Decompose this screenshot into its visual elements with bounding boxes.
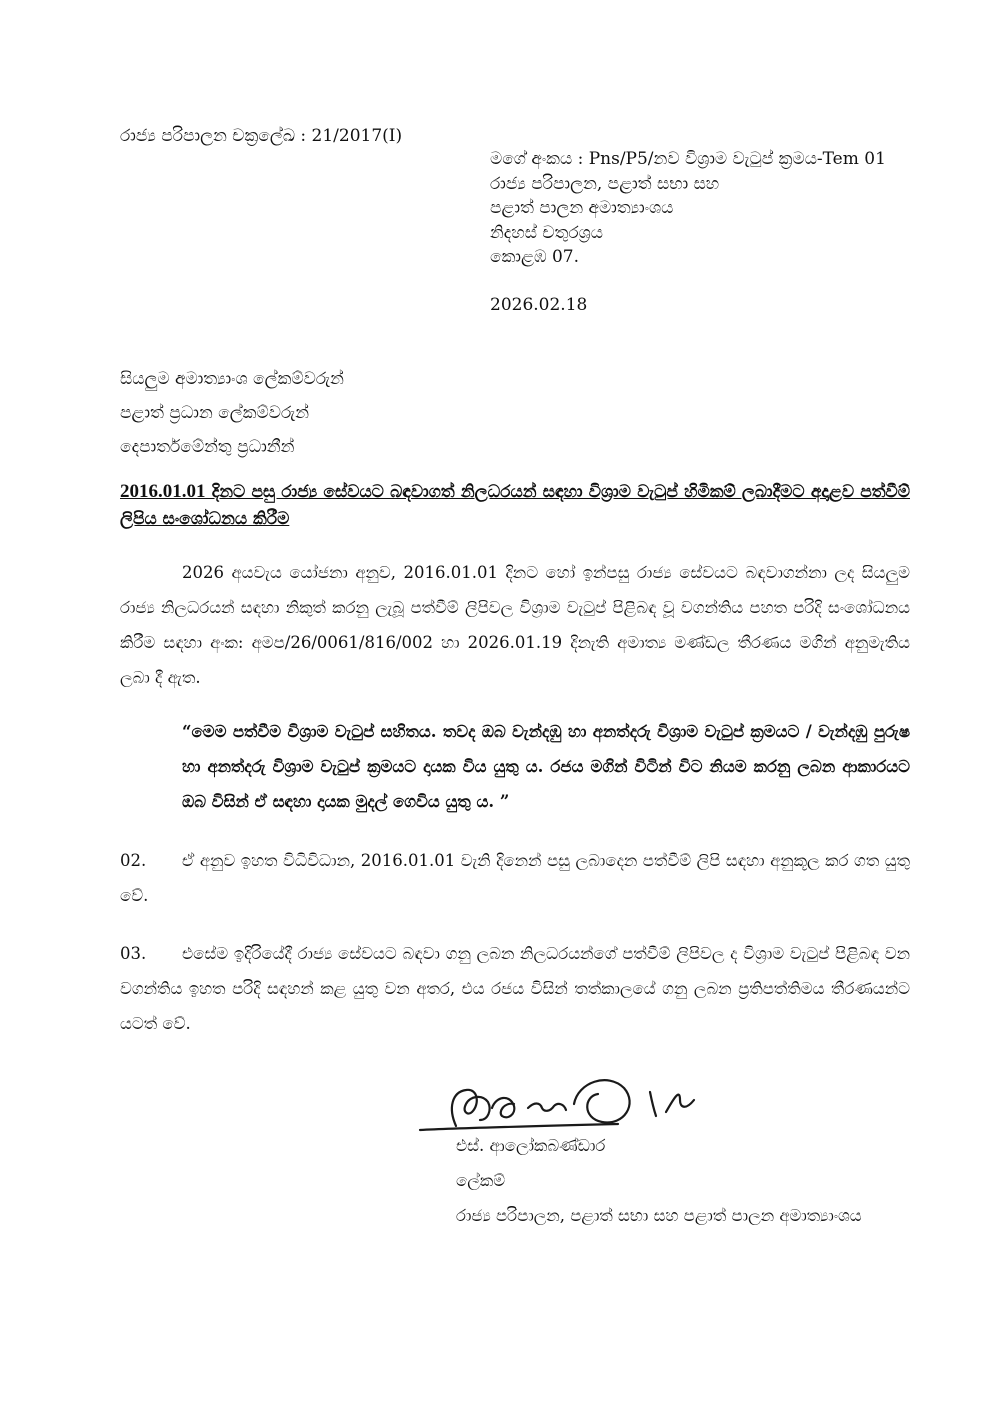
subject-text: දිනට පසු රාජ්‍ය සේවයට බඳවාගත් නිලධරයන් සඳහා විශ්‍රාම වැටුප් හිමිකම් ලබාදීමට අදාළව පත්වීම් ලිපිය සංශෝධනය කිරීම — [120, 482, 910, 529]
reference-number: මගේ අංකය : Pns/P5/නව විශ්‍රාම වැටුප් ක්‍රමය-Tem 01 — [490, 149, 886, 169]
signatory-name: එස්. ආලෝකබණ්ඩාර — [456, 1136, 606, 1155]
signatory-ministry: රාජ්‍ය පරිපාලන, පළාත් සභා සහ පළාත් පාලන අමාත්‍යාංශය — [456, 1206, 862, 1225]
addressees — [120, 362, 344, 464]
paragraph-3-text: එසේම ඉදිරියේදී රාජ්‍ය සේවයට බඳවා ගනු ලබන නිලධරයන්ගේ පත්වීම් ලිපිවල ද විශ්‍රාම වැටුප් පිළිබඳ වන වගන්තිය ඉහත පරිදි සඳහන් කළ යුතු වන අතර, එය රජය විසින් තත්කාලයේ ගනු ලබන ප්‍රතිපත්තිමය තීරණයන්ට යටත් වේ. — [120, 944, 910, 1033]
subject-heading — [120, 478, 910, 533]
paragraph-2-number: 02. — [120, 851, 147, 870]
paragraph-2 — [120, 843, 910, 913]
signatory-block — [456, 1128, 862, 1233]
address-line-1: නිදහස් චතුරශ්‍රය — [490, 222, 604, 243]
signatory-title: ලේකම් — [456, 1171, 506, 1190]
paragraph-3 — [120, 936, 910, 1041]
circular-number: රාජ්‍ය පරිපාලන චක්‍රලේඛ : 21/2017(I) — [120, 126, 403, 146]
address-line-2: කොළඹ 07. — [490, 247, 579, 267]
subject-date: 2016.01.01 — [120, 481, 206, 502]
paragraph-3-number: 03. — [120, 944, 147, 963]
addressee-2: පළාත් ප්‍රධාන ලේකම්වරුන් — [120, 403, 310, 423]
addressee-3: දෙපාර්තමේන්තු ප්‍රධානීන් — [120, 437, 295, 457]
paragraph-1: 2026 අයවැය යෝජනා අනුව, 2016.01.01 දිනට හෝ ඉන්පසු රාජ්‍ය සේවයට බඳවාගන්නා ලද සියලුම රාජ්‍ය නිලධරයන් සඳහා නිකුත් කරනු ලැබූ පත්වීම් ලිපිවල විශ්‍රාම වැටුප් පිළිබඳ වූ වගන්තිය පහත පරිදි සංශෝධනය කිරීම සඳහා අංක: අමප/26/0061/816/002 හා 2026.01.19 දිනැති අමාත්‍ය මණ්ඩල තීරණය මගින් අනුමැතිය ලබා දී ඇත. — [120, 563, 910, 687]
ministry-line-2: පළාත් පාලන අමාත්‍යාංශය — [490, 198, 674, 218]
ministry-line-1: රාජ්‍ය පරිපාලන, පළාත් සභා සහ — [490, 173, 720, 194]
reference-block — [490, 147, 886, 270]
paragraph-2-text: ඒ අනුව ඉහත විධිවිධාන, 2016.01.01 වැනි දිනෙන් පසු ලබාදෙන පත්වීම් ලිපි සඳහා අනුකූල කර ගත යුතු වේ. — [120, 851, 910, 905]
letter-date: 2026.02.18 — [490, 295, 588, 315]
addressee-1: සියලුම අමාත්‍යාංශ ලේකම්වරුන් — [120, 369, 344, 389]
quoted-clause: “මෙම පත්වීම විශ්‍රාම වැටුප් සහිතය. තවද ඔබ වැන්දඹු හා අනත්දරු විශ්‍රාම වැටුප් ක්‍රමයට / වැන්දඹු පුරුෂ හා අනත්දරු විශ්‍රාම වැටුප් ක්‍රමයට දායක විය යුතු ය. රජය මගින් විටින් විට නියම කරනු ලබන ආකාරයට ඔබ විසින් ඒ සඳහා දායක මුදල් ගෙවිය යුතු ය. ” — [182, 722, 910, 811]
